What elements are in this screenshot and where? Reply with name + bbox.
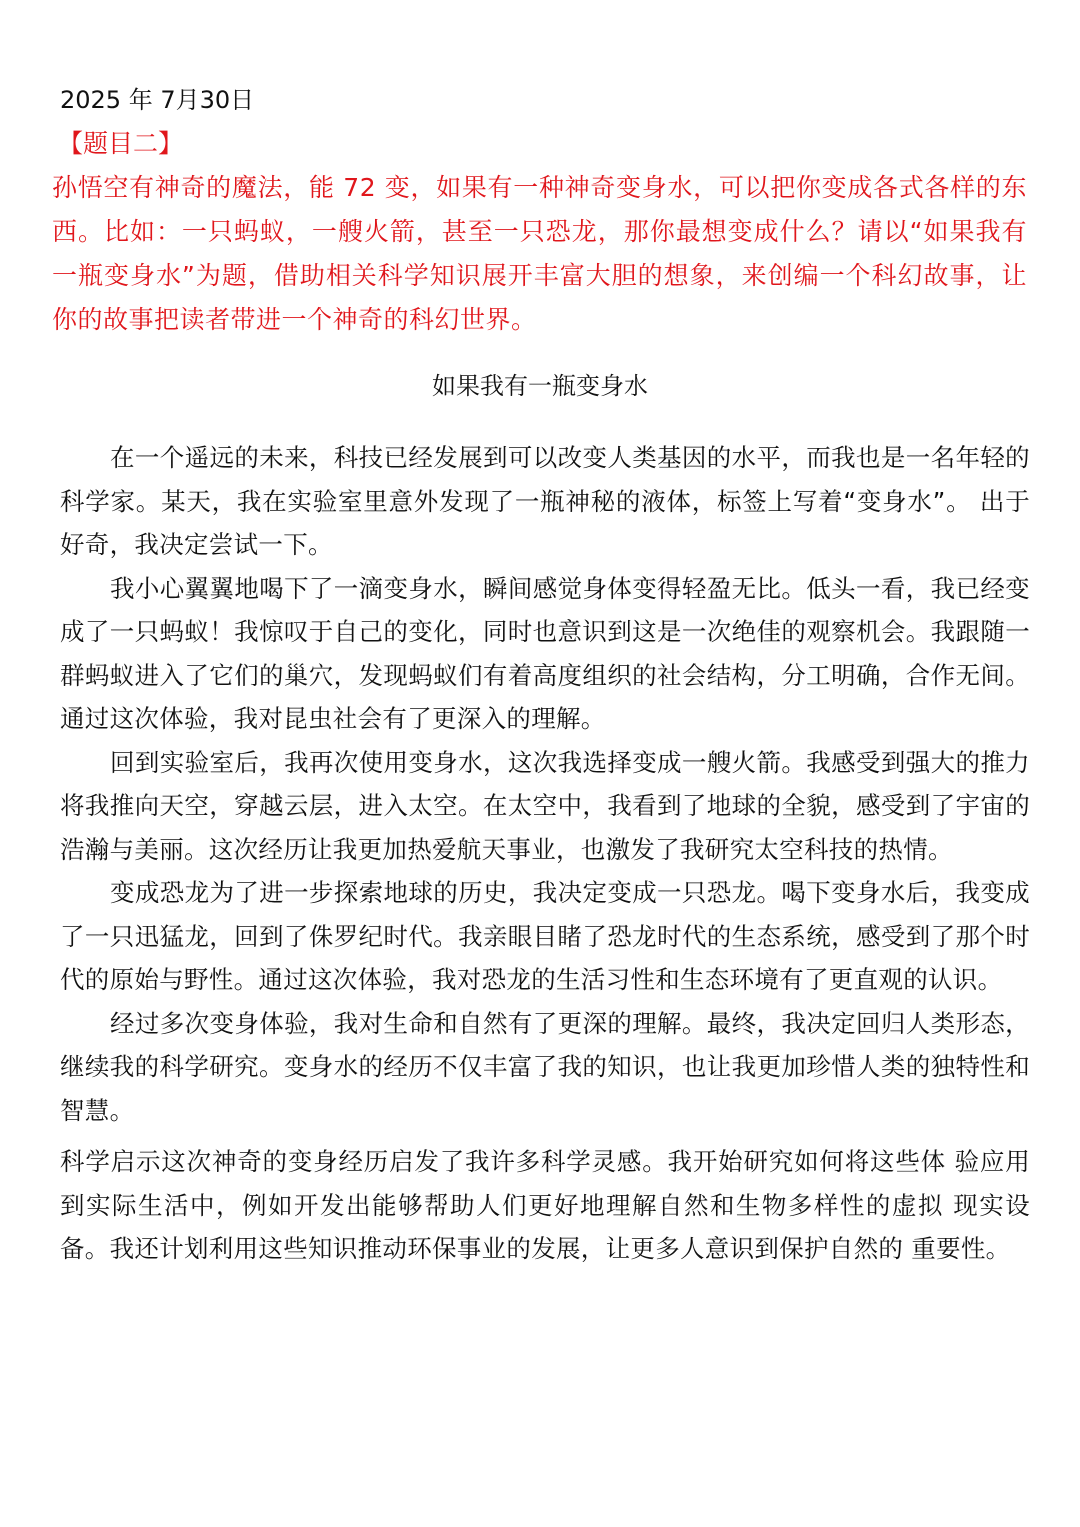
essay-paragraph: 回到实验室后，我再次使用变身水，这次我选择变成一艘火箭。我感受到强大的推力将我推向天空，穿越云层，进入太空。在太空中，我看到了地球的全貌，感受到了宇宙的浩瀚与美丽。这次经历让我更加热爱航天事业，也激发了我研究太空科技的热情。 — [60, 747, 1030, 864]
essay-closing-paragraph: 科学启示这次神奇的变身经历启发了我许多科学灵感。我开始研究如何将这些体 验应用到实际生活中，例如开发出能够帮助人们更好地理解自然和生物多样性的虚拟 现实设备。我还计划利用这些知识推动环保事业的发展，让更多人意识到保护自然的 重要性。 — [60, 1147, 1030, 1263]
essay-paragraph: 在一个遥远的未来，科技已经发展到可以改变人类基因的水平，而我也是一名年轻的科学家。某天，我在实验室里意外发现了一瓶神秘的液体，标签上写着“变身水”。 出于好奇，我决定尝试一下。 — [60, 443, 1030, 559]
topic-prompt: 孙悟空有神奇的魔法，能 72 变，如果有一种神奇变身水，可以把你变成各式各样的东西。比如：一只蚂蚁，一艘火箭，甚至一只恐龙，那你最想变成什么？请以“如果我有一瓶变身水”为题，借助相关科学知识展开丰富大胆的想象，来创编一个科幻故事，让你的故事把读者带进一个神奇的科幻世界。 — [52, 173, 1027, 334]
essay-title: 如果我有一瓶变身水 — [432, 372, 648, 400]
topic-label: 【题目二】 — [58, 129, 184, 158]
date-line: 2025 年 7月30日 — [60, 86, 255, 114]
essay-body — [60, 436, 1030, 1271]
essay-paragraph: 经过多次变身体验，我对生命和自然有了更深的理解。最终，我决定回归人类形态，继续我的科学研究。变身水的经历不仅丰富了我的知识，也让我更加珍惜人类的独特性和智慧。 — [60, 1008, 1030, 1125]
essay-paragraph: 我小心翼翼地喝下了一滴变身水，瞬间感觉身体变得轻盈无比。低头一看，我已经变成了一只蚂蚁！我惊叹于自己的变化，同时也意识到这是一次绝佳的观察机会。我跟随一群蚂蚁进入了它们的巢穴，发现蚂蚁们有着高度组织的社会结构，分工明确，合作无间。通过这次体验，我对昆虫社会有了更深入的理解。 — [60, 573, 1030, 733]
essay-paragraph: 变成恐龙为了进一步探索地球的历史，我决定变成一只恐龙。喝下变身水后，我变成了一只迅猛龙，回到了侏罗纪时代。我亲眼目睹了恐龙时代的生态系统，感受到了那个时代的原始与野性。通过这次体验，我对恐龙的生活习性和生态环境有了更直观的认识。 — [60, 878, 1030, 994]
